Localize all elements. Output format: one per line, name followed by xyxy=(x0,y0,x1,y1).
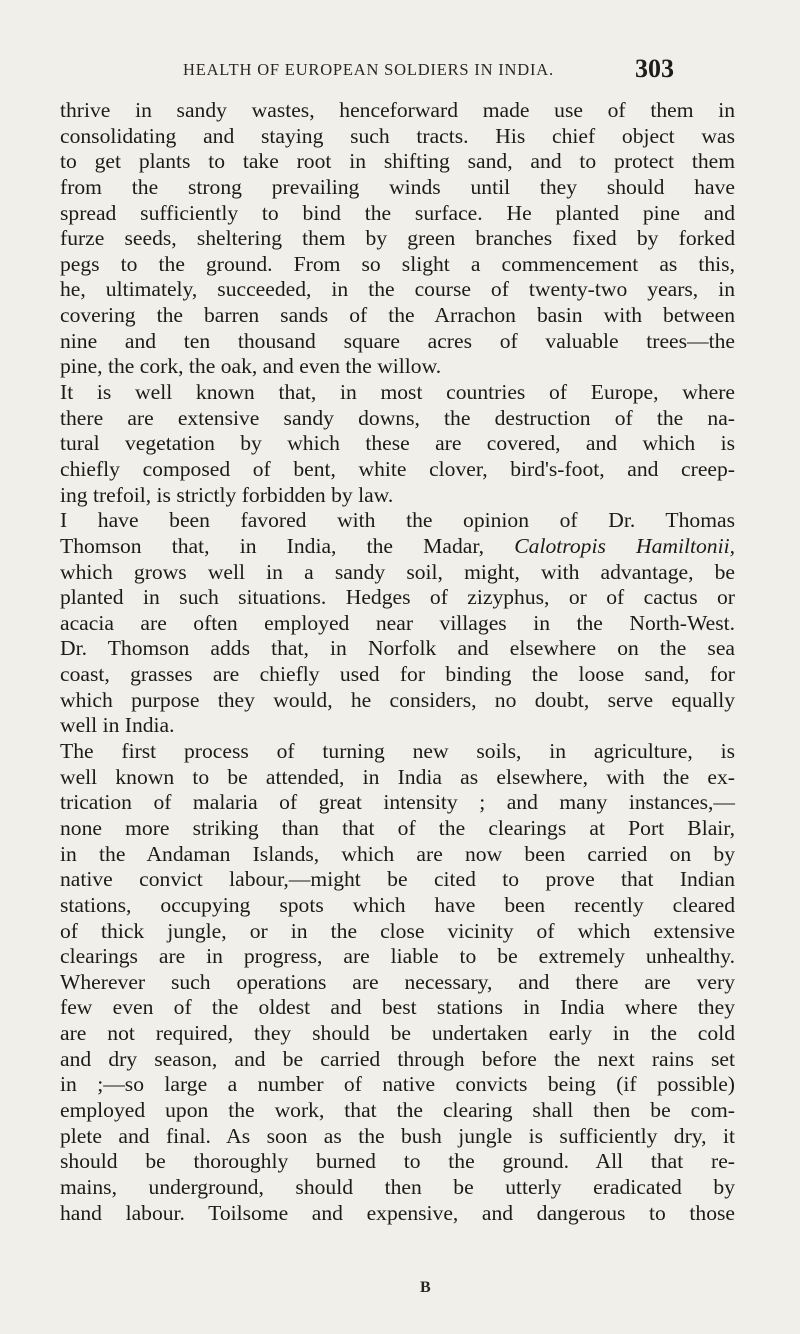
text-line-content: to get plants to take root in shifting sand, and to protect them xyxy=(60,149,735,174)
text-line xyxy=(60,816,735,842)
text-line-content: tural vegetation by which these are covered, and which is xyxy=(60,431,735,456)
text-line-content: well in India. xyxy=(60,713,175,738)
text-line-content: nine and ten thousand square acres of valuable trees—the xyxy=(60,328,735,353)
text-line-content: few even of the oldest and best stations in India where they xyxy=(60,995,735,1020)
text-line xyxy=(60,713,735,739)
text-line xyxy=(60,175,735,201)
text-line-content: consolidating and staying such tracts. His chief object was xyxy=(60,123,735,148)
text-line xyxy=(60,1047,735,1073)
text-line xyxy=(60,457,735,483)
text-line-content: of thick jungle, or in the close vicinity of which extensive xyxy=(60,918,735,943)
text-line xyxy=(60,739,735,765)
text-line-content: native convict labour,—might be cited to prove that Indian xyxy=(60,867,735,892)
text-line xyxy=(60,201,735,227)
text-line xyxy=(60,893,735,919)
text-line xyxy=(60,842,735,868)
text-line xyxy=(60,867,735,893)
text-line xyxy=(60,560,735,586)
text-line-content: well known to be attended, in India as elsewhere, with the ex- xyxy=(60,764,735,789)
text-line xyxy=(60,970,735,996)
signature-mark: B xyxy=(420,1279,431,1296)
text-line xyxy=(60,1201,735,1227)
text-line-content: planted in such situations. Hedges of zizyphus, or of cactus or xyxy=(60,585,735,610)
text-line xyxy=(60,98,735,124)
text-line-content: which purpose they would, he considers, no doubt, serve equally xyxy=(60,687,735,712)
text-line xyxy=(60,508,735,534)
page-number: 303 xyxy=(635,54,674,83)
running-head xyxy=(0,56,800,82)
text-line xyxy=(60,944,735,970)
text-line xyxy=(60,995,735,1021)
text-line-content: employed upon the work, that the clearing shall then be com- xyxy=(60,1097,735,1122)
text-line xyxy=(60,226,735,252)
text-line-content: covering the barren sands of the Arrachon basin with between xyxy=(60,303,735,328)
text-line xyxy=(60,354,735,380)
text-line xyxy=(60,790,735,816)
text-line-content: Dr. Thomson adds that, in Norfolk and elsewhere on the sea xyxy=(60,636,735,661)
text-line-content: mains, underground, should then be utterly eradicated by xyxy=(60,1174,735,1199)
text-line xyxy=(60,611,735,637)
text-line-content: spread sufficiently to bind the surface. He planted pine and xyxy=(60,200,735,225)
text-line-content: clearings are in progress, are liable to be extremely unhealthy. xyxy=(60,944,735,969)
text-line-content: pine, the cork, the oak, and even the willow. xyxy=(60,354,442,379)
italic-phrase: Calotropis Hamiltonii, xyxy=(514,533,735,558)
text-line xyxy=(60,380,735,406)
text-line xyxy=(60,1149,735,1175)
text-line-content: which grows well in a sandy soil, might, with advantage, be xyxy=(60,559,735,584)
text-line xyxy=(60,688,735,714)
text-line-content: coast, grasses are chiefly used for binding the loose sand, for xyxy=(60,662,735,687)
text-line-content: furze seeds, sheltering them by green branches fixed by forked xyxy=(60,226,735,251)
text-line xyxy=(60,1098,735,1124)
text-line xyxy=(60,329,735,355)
text-line xyxy=(60,636,735,662)
text-line-content: there are extensive sandy downs, the destruction of the na- xyxy=(60,405,735,430)
text-line xyxy=(60,431,735,457)
text-line xyxy=(60,919,735,945)
text-line xyxy=(60,277,735,303)
text-line-content: pegs to the ground. From so slight a commencement as this, xyxy=(60,251,735,276)
text-line xyxy=(60,765,735,791)
text-line xyxy=(60,1124,735,1150)
text-line-content: I have been favored with the opinion of Dr. Thomas xyxy=(60,508,735,533)
text-line-content: thrive in sandy wastes, henceforward made use of them in xyxy=(60,98,735,122)
text-line xyxy=(60,585,735,611)
text-line xyxy=(60,252,735,278)
text-line-content: hand labour. Toilsome and expensive, and dangerous to those xyxy=(60,1200,735,1225)
text-line-content: Wherever such operations are necessary, and there are very xyxy=(60,969,735,994)
text-line-content: in ;—so large a number of native convicts being (if possible) xyxy=(60,1072,735,1097)
text-line-content: and dry season, and be carried through before the next rains set xyxy=(60,1046,735,1071)
text-line-content: The first process of turning new soils, in agriculture, is xyxy=(60,739,735,764)
text-line-content: from the strong prevailing winds until they should have xyxy=(60,174,735,199)
text-line xyxy=(60,662,735,688)
text-line-content: none more striking than that of the clearings at Port Blair, xyxy=(60,815,735,840)
text-line-content: plete and final. As soon as the bush jungle is sufficiently dry, it xyxy=(60,1123,735,1148)
text-line-content: Thomson that, in India, the Madar, xyxy=(60,533,515,558)
text-line xyxy=(60,1021,735,1047)
text-line xyxy=(60,1175,735,1201)
text-line xyxy=(60,483,735,509)
text-line-content: stations, occupying spots which have been recently cleared xyxy=(60,892,735,917)
text-line-content: ing trefoil, is strictly forbidden by law. xyxy=(60,482,394,507)
text-line-content: in the Andaman Islands, which are now been carried on by xyxy=(60,841,735,866)
body-text xyxy=(60,98,735,1226)
running-head-title: HEALTH OF EUROPEAN SOLDIERS IN INDIA. xyxy=(183,60,554,79)
text-line xyxy=(60,303,735,329)
text-line xyxy=(60,124,735,150)
text-line-content: are not required, they should be undertaken early in the cold xyxy=(60,1021,735,1046)
text-line-content: chiefly composed of bent, white clover, bird's-foot, and creep- xyxy=(60,456,735,481)
text-line xyxy=(60,406,735,432)
text-line-content: It is well known that, in most countries of Europe, where xyxy=(60,380,735,405)
text-line xyxy=(60,1072,735,1098)
text-line xyxy=(60,149,735,175)
text-line-content: trication of malaria of great intensity ; and many instances,— xyxy=(60,790,735,815)
text-line-content: he, ultimately, succeeded, in the course of twenty-two years, in xyxy=(60,277,735,302)
text-line-content: acacia are often employed near villages in the North-West. xyxy=(60,610,735,635)
text-line-content: should be thoroughly burned to the ground. All that re- xyxy=(60,1149,735,1174)
text-line xyxy=(60,534,735,560)
